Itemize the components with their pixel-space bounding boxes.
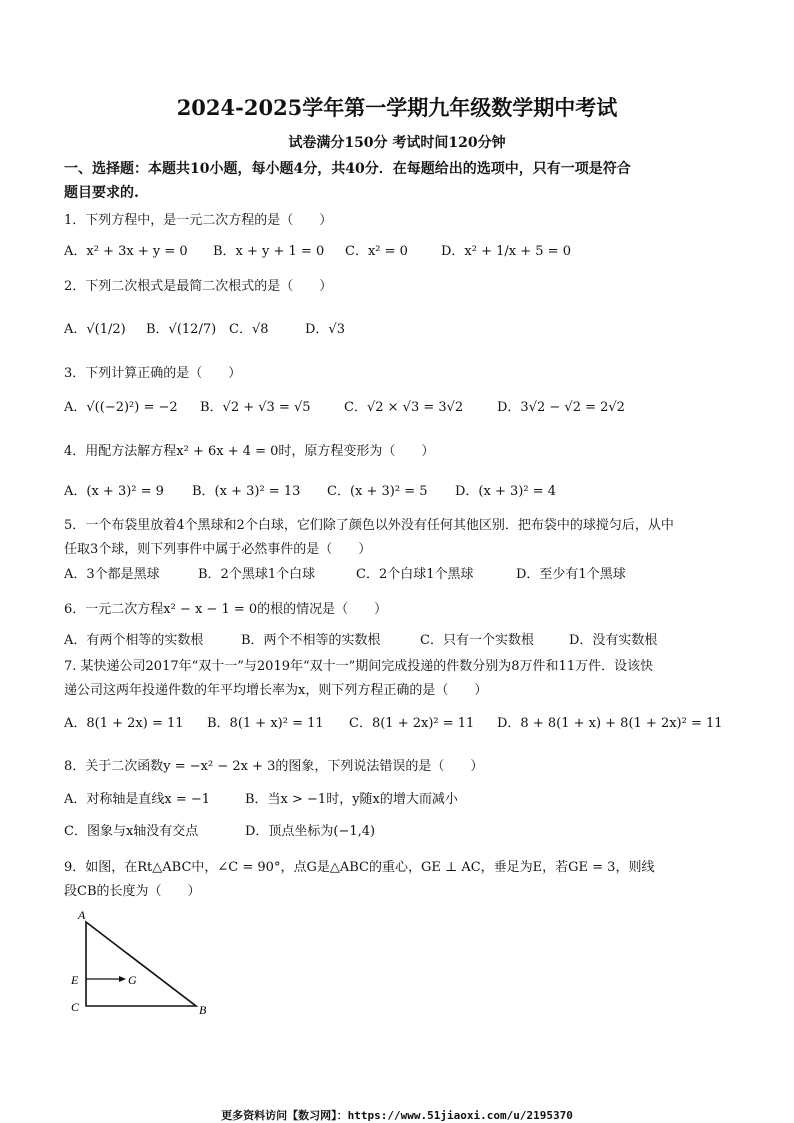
question-3-option-a: A．√((−2)²) = −2 <box>64 400 178 415</box>
triangle-figure <box>68 906 218 1018</box>
question-8-stem: 8．关于二次函数y = −x² − 2x + 3的图象，下列说法错误的是（ ） <box>64 759 484 774</box>
question-7-option-d: D．8 + 8(1 + x) + 8(1 + 2x)² = 11 <box>497 716 723 731</box>
question-2-option-d: D．√3 <box>305 322 345 337</box>
question-6-option-c: C．只有一个实数根 <box>420 633 534 648</box>
question-1-option-d: D．x² + 1/x + 5 = 0 <box>441 244 571 259</box>
exam-subtitle: 试卷满分150分 考试时间120分钟 <box>288 135 506 151</box>
exam-title: 2024-2025学年第一学期九年级数学期中考试 <box>176 95 618 120</box>
question-3-option-d: D．3√2 − √2 = 2√2 <box>497 400 625 415</box>
question-4-stem: 4．用配方法解方程x² + 6x + 4 = 0时，原方程变形为（ ） <box>64 444 435 459</box>
question-7-option-b: B．8(1 + x)² = 11 <box>207 716 324 731</box>
question-7-stem-line2: 递公司这两年投递件数的年平均增长率为x，则下列方程正确的是（ ） <box>64 683 488 698</box>
question-2-option-c: C．√8 <box>229 322 269 337</box>
question-8-option-a: A．对称轴是直线x = −1 <box>64 792 211 807</box>
question-5-stem-line1: 5．一个布袋里放着4个黑球和2个白球，它们除了颜色以外没有任何其他区别．把布袋中的球搅匀后，从中 <box>64 518 674 533</box>
footer-link[interactable]: 更多资料访问【数习网】：https://www.51jiaoxi.com/u/2195370 <box>221 1109 573 1122</box>
triangle-abc <box>86 922 196 1006</box>
question-6-option-a: A．有两个相等的实数根 <box>64 633 204 648</box>
label-b: B <box>199 1003 207 1017</box>
question-7-option-c: C．8(1 + 2x)² = 11 <box>349 716 475 731</box>
question-8-option-d: D．顶点坐标为(−1,4) <box>245 824 376 839</box>
question-1-option-b: B．x + y + 1 = 0 <box>213 244 325 259</box>
question-2-option-a: A．√(1/2) <box>64 322 126 337</box>
question-4-option-d: D．(x + 3)² = 4 <box>455 484 556 499</box>
question-8-option-c: C．图象与x轴没有交点 <box>64 824 199 839</box>
question-2-stem: 2．下列二次根式是最简二次根式的是（ ） <box>64 279 333 294</box>
label-a: A <box>78 908 86 922</box>
question-7-stem-line1: 7. 某快递公司2017年“双十一”与2019年“双十一”期间完成投递的件数分别为8万件和11万件．设该快 <box>64 659 654 674</box>
section-heading-line1: 一、选择题：本题共10小题，每小题4分，共40分．在每题给出的选项中，只有一项是符合 <box>64 161 631 177</box>
question-4-option-b: B．(x + 3)² = 13 <box>192 484 301 499</box>
question-1-stem: 1．下列方程中，是一元二次方程的是（ ） <box>64 213 333 228</box>
question-9-stem-line1: 9．如图，在Rt△ABC中，∠C = 90°，点G是△ABC的重心，GE ⊥ AC，垂足为E，若GE = 3，则线 <box>64 860 655 875</box>
section-heading-line2: 题目要求的. <box>64 185 139 201</box>
label-c: C <box>71 1000 80 1014</box>
question-5-option-d: D．至少有1个黑球 <box>516 567 626 582</box>
question-7-option-a: A．8(1 + 2x) = 11 <box>64 716 184 731</box>
question-5-option-c: C．2个白球1个黑球 <box>356 567 474 582</box>
label-e: E <box>71 973 79 987</box>
arrow-head-icon <box>119 976 126 982</box>
question-4-option-a: A．(x + 3)² = 9 <box>64 484 164 499</box>
question-3-stem: 3．下列计算正确的是（ ） <box>64 366 242 381</box>
question-1-option-c: C．x² = 0 <box>345 244 408 259</box>
question-5-stem-line2: 任取3个球，则下列事件中属于必然事件的是（ ） <box>64 542 372 557</box>
question-5-option-a: A．3个都是黑球 <box>64 567 160 582</box>
question-3-option-c: C．√2 × √3 = 3√2 <box>344 400 464 415</box>
label-g: G <box>128 973 137 987</box>
question-6-stem: 6．一元二次方程x² − x − 1 = 0的根的情况是（ ） <box>64 602 388 617</box>
question-3-option-b: B．√2 + √3 = √5 <box>200 400 311 415</box>
question-8-option-b: B．当x > −1时，y随x的增大而减小 <box>245 792 458 807</box>
question-2-option-b: B．√(12/7) <box>146 322 217 337</box>
question-1-option-a: A．x² + 3x + y = 0 <box>64 244 188 259</box>
question-4-option-c: C．(x + 3)² = 5 <box>327 484 428 499</box>
question-9-stem-line2: 段CB的长度为（ ） <box>64 884 201 899</box>
question-6-option-b: B．两个不相等的实数根 <box>241 633 381 648</box>
question-5-option-b: B．2个黑球1个白球 <box>198 567 316 582</box>
question-6-option-d: D．没有实数根 <box>569 633 658 648</box>
